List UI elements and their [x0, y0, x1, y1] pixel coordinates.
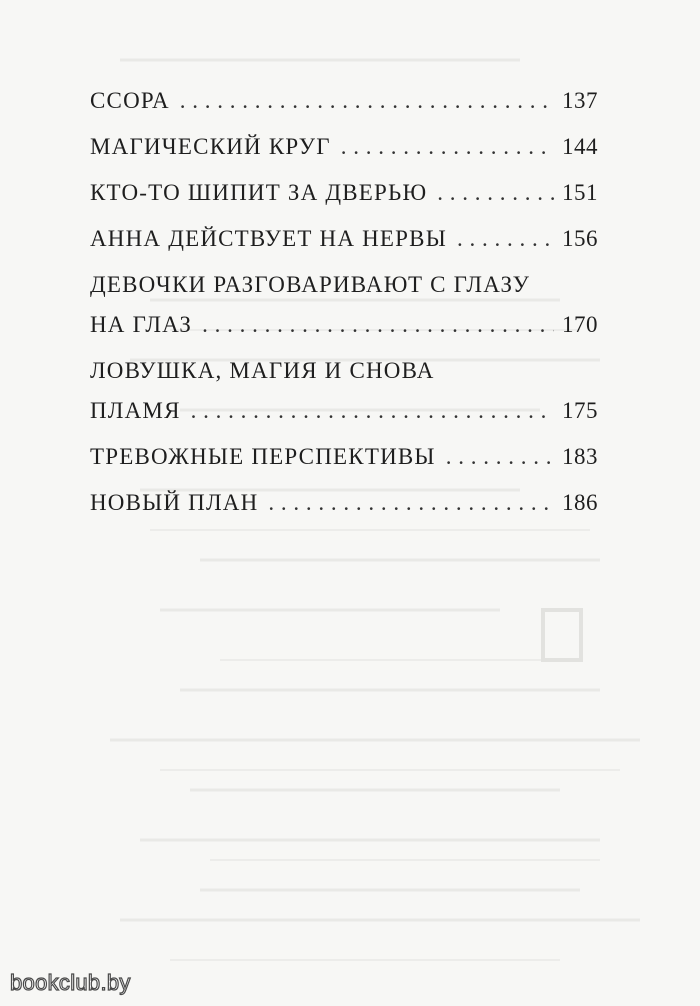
toc-entry — [90, 302, 598, 348]
table-of-contents — [90, 78, 598, 526]
dot-leader — [202, 302, 554, 348]
toc-entry — [90, 216, 598, 262]
toc-entry-title: ЛОВУШКА, МАГИЯ И СНОВА — [90, 358, 435, 383]
toc-entry-title: ССОРА — [90, 88, 170, 113]
dot-leader — [268, 480, 554, 526]
dot-leader — [457, 216, 554, 262]
toc-entry — [90, 124, 598, 170]
toc-entry-title: ПЛАМЯ — [90, 398, 181, 423]
toc-entry-title: АННА ДЕЙСТВУЕТ НА НЕРВЫ — [90, 226, 447, 251]
toc-entry-page: 151 — [562, 180, 598, 205]
dot-leader — [341, 124, 554, 170]
toc-entry-page: 144 — [562, 134, 598, 159]
toc-entry-page: 183 — [562, 444, 598, 469]
watermark-logo: bookclub.by — [10, 970, 131, 995]
toc-entry-page: 175 — [562, 398, 598, 423]
toc-entry — [90, 388, 598, 434]
toc-entry-page: 186 — [562, 490, 598, 515]
dot-leader — [191, 388, 554, 434]
dot-leader — [446, 434, 554, 480]
toc-entry-page: 156 — [562, 226, 598, 251]
toc-entry-title: МАГИЧЕСКИЙ КРУГ — [90, 134, 331, 159]
toc-entry — [90, 480, 598, 526]
toc-entry-page: 137 — [562, 88, 598, 113]
toc-entry-title: КТО-ТО ШИПИТ ЗА ДВЕРЬЮ — [90, 180, 428, 205]
toc-entry-title: НА ГЛАЗ — [90, 312, 193, 337]
dot-leader — [180, 78, 554, 124]
toc-entry-first-line — [90, 348, 598, 388]
dot-leader — [437, 170, 554, 216]
toc-entry-page: 170 — [562, 312, 598, 337]
toc-entry — [90, 170, 598, 216]
toc-entry-title: ТРЕВОЖНЫЕ ПЕРСПЕКТИВЫ — [90, 444, 436, 469]
toc-entry — [90, 434, 598, 480]
toc-entry-title: ДЕВОЧКИ РАЗГОВАРИВАЮТ С ГЛАЗУ — [90, 272, 531, 297]
toc-entry-title: НОВЫЙ ПЛАН — [90, 490, 259, 515]
toc-entry-first-line — [90, 262, 598, 302]
toc-entry — [90, 78, 598, 124]
